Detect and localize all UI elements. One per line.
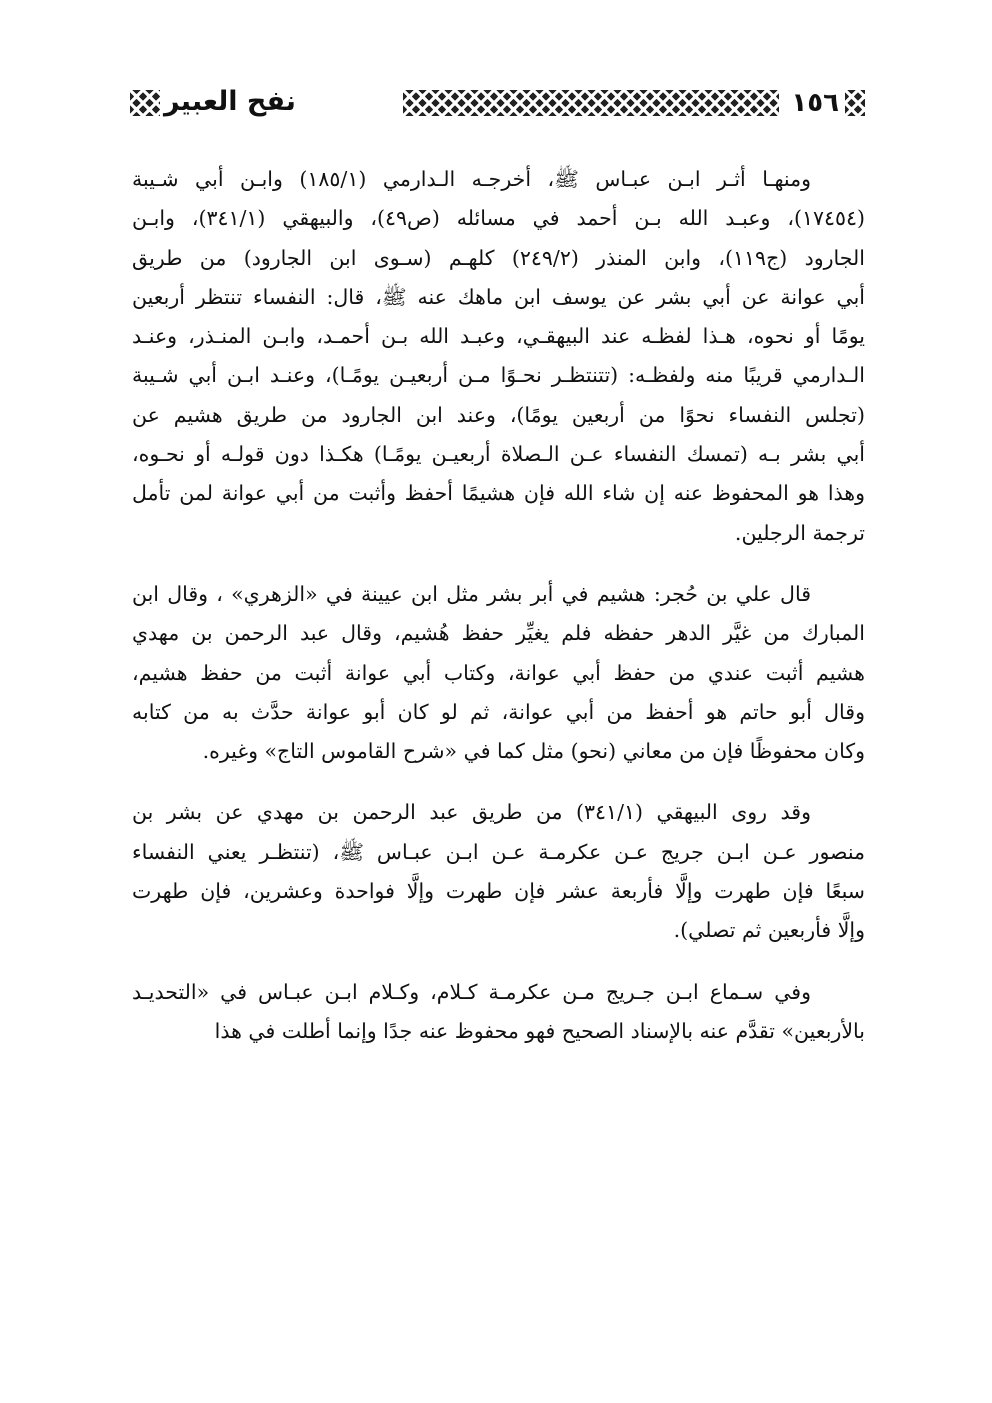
text-line: أبي عوانة عن أبي بشر عن يوسف ابن ماهك عنه ﷺ، قال: النفساء تنتظر أربعين bbox=[132, 284, 865, 309]
text-line: المبارك من غيَّر الدهر حفظه فلم يغيِّر حفظ هُشيم، وقال عبد الرحمن بن مهدي bbox=[132, 621, 865, 646]
page-number: ١٥٦ bbox=[791, 88, 839, 118]
text-line: وقد روى البيهقي (٣٤١/١) من طريق عبد الرحمن بن مهدي عن بشر بن bbox=[132, 800, 811, 825]
book-title: نفح العبير bbox=[164, 86, 296, 117]
text-line: قال علي بن حُجر: هشيم في أبر بشر مثل ابن عيينة في «الزهري» ، وقال ابن bbox=[132, 581, 811, 606]
ornament-border-left bbox=[130, 90, 160, 116]
text-line: ترجمة الرجلين. bbox=[734, 520, 865, 545]
page-header bbox=[130, 80, 865, 132]
text-line: ومنهـا أثـر ابـن عبـاس ﷺ، أخرجـه الـدارمي (١٨٥/١) وابـن أبي شـيبة bbox=[132, 167, 811, 191]
paragraph bbox=[132, 973, 865, 1052]
paragraph bbox=[132, 160, 865, 553]
text-line: وإلَّا فأربعين ثم تصلي). bbox=[673, 918, 865, 943]
text-line: الجارود (ج١١٩)، وابن المنذر (٢٤٩/٢) كلهـم (سـوى ابن الجارود) من طريق bbox=[132, 245, 865, 270]
text-line: الـدارمي قريبًا منه ولفظـه: (تتنتظـر نحـوًا مـن أربعيـن يومًـا)، وعنـد ابـن أبي شـيبة bbox=[132, 363, 865, 388]
text-line: يومًا أو نحوه، هـذا لفظـه عند البيهقـي، وعبـد الله بـن أحمـد، وابـن المنـذر، وعنـد bbox=[132, 324, 865, 349]
text-line: سبعًا فإن طهرت وإلَّا فأربعة عشر فإن طهرت وإلَّا فواحدة وعشرين، فإن طهرت bbox=[132, 879, 865, 904]
text-line: بالأربعين» تقدَّم عنه بالإسناد الصحيح فهو محفوظ عنه جدًا وإنما أطلت في هذا bbox=[214, 1018, 865, 1043]
ornament-border-middle bbox=[403, 90, 779, 116]
text-line: أبي بشر بـه (تمسك النفساء عـن الـصلاة أربعيـن يومًـا) هكـذا دون قولـه أو نحـوه، bbox=[132, 442, 865, 467]
text-line: وفي سـماع ابـن جـريج مـن عكرمـة كـلام، وكـلام ابـن عبـاس في «التحديـد bbox=[132, 979, 811, 1004]
text-line: هشيم أثبت عندي من حفظ أبي عوانة، وكتاب أبي عوانة أثبت من حفظ هشيم، bbox=[132, 660, 865, 685]
ornament-border-right bbox=[845, 90, 865, 116]
body-text bbox=[132, 160, 865, 1073]
text-line: (تجلس النفساء نحوًا من أربعين يومًا)، وعند ابن الجارود من طريق هشيم عن bbox=[132, 402, 865, 427]
text-line: (١٧٤٥٤)، وعبـد الله بـن أحمد في مسائله (ص٤٩)، والبيهقي (٣٤١/١)، وابـن bbox=[132, 206, 866, 231]
text-line: وهذا هو المحفوظ عنه إن شاء الله فإن هشيمًا أحفظ وأثبت من أبي عوانة لمن تأمل bbox=[132, 481, 865, 506]
paragraph bbox=[132, 793, 865, 950]
text-line: وكان محفوظًا فإن من معاني (نحو) مثل كما في «شرح القاموس التاج» وغيره. bbox=[202, 739, 865, 764]
text-line: وقال أبو حاتم هو أحفظ من أبي عوانة، ثم لو كان أبو عوانة حدَّث به من كتابه bbox=[132, 699, 865, 724]
paragraph bbox=[132, 575, 865, 771]
text-line: منصور عـن ابـن جريج عـن عكرمـة عـن ابـن عبـاس ﷺ، (تنتظـر يعني النفساء bbox=[132, 839, 865, 864]
